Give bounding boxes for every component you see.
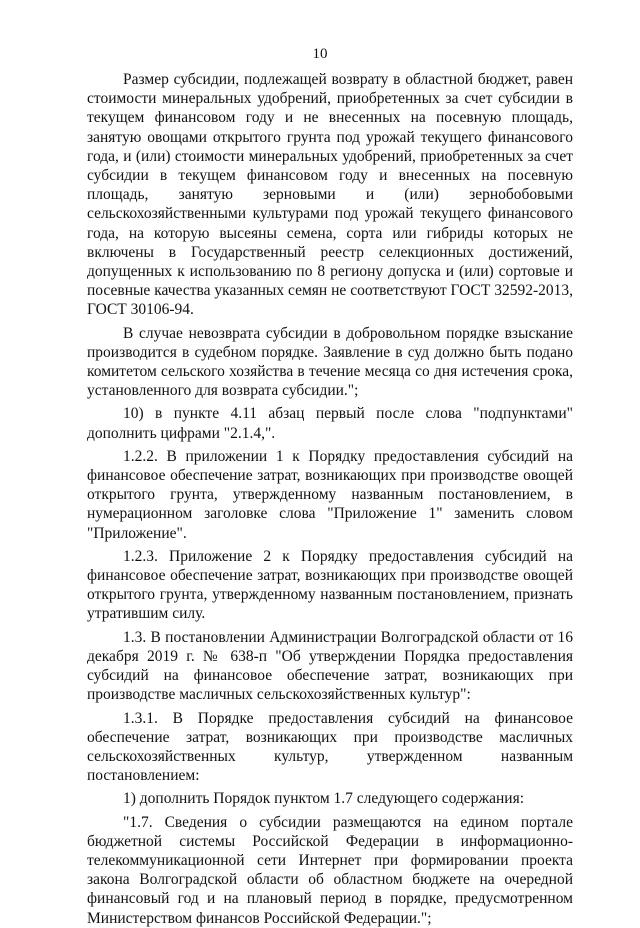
paragraph-item-10: 10) в пункте 4.11 абзац первый после слова "подпунктами" дополнить цифрами "2.1.4,". <box>87 405 573 442</box>
paragraph-item-1: 1) дополнить Порядок пунктом 1.7 следующего содержания: <box>123 790 525 808</box>
page-number: 10 <box>312 46 328 62</box>
paragraph-1-7: "1.7. Сведения о субсидии размещаются на едином портале бюджетной системы Российской Федерации в информационно-телекоммуникационной сети Интернет при формировании проекта закона Волгоградской области об областном бюджете на очередной финансовый год и на плановый период в порядке, предусмотренном Министерством финансов Российской Федерации."; <box>87 813 573 927</box>
paragraph-subsidy-refund-amount: Размер субсидии, подлежащей возврату в областной бюджет, равен стоимости минеральных удобрений, приобретенных за счет субсидии в текущем финансовом году и не внесенных на посевную площадь, занятую овощами открытого грунта под урожай текущего финансового года, и (или) стоимости минеральных удобрений, приобретенных за счет субсидии в текущем финансовом году и внесенных на посевную площадь, занятую зерновыми и (или) зернобобовыми сельскохозяйственными культурами под урожай текущего финансового года, на которую высеяны семена, сорта или гибриды которых не включены в Государственный реестр селекционных достижений, допущенных к использованию по 8 региону допуска и (или) сортовые и посевные качества указанных семян не соответствуют ГОСТ 32592-2013, ГОСТ 30106-94. <box>87 71 573 319</box>
paragraph-1-2-2: 1.2.2. В приложении 1 к Порядку предоставления субсидий на финансовое обеспечение затрат, возникающих при производстве овощей открытого грунта, утвержденному названным постановлением, в нумерационном заголовке слова "Приложение 1" заменить словом "Приложение". <box>87 447 573 542</box>
paragraph-1-2-3: 1.2.3. Приложение 2 к Порядку предоставления субсидий на финансовое обеспечение затрат, возникающих при производстве овощей открытого грунта, утвержденному названным постановлением, признать утратившим силу. <box>87 547 573 623</box>
paragraph-court-recovery: В случае невозврата субсидии в добровольном порядке взыскание производится в судебном порядке. Заявление в суд должно быть подано комитетом сельского хозяйства в течение месяца со дня истечения срока, установленного для возврата субсидии."; <box>87 324 573 400</box>
paragraph-1-3-1: 1.3.1. В Порядке предоставления субсидий на финансовое обеспечение затрат, возникающих при производстве масличных сельскохозяйственных культур, утвержденном названным постановлением: <box>87 709 573 785</box>
document-body <box>87 70 573 928</box>
paragraph-1-3: 1.3. В постановлении Администрации Волгоградской области от 16 декабря 2019 г. № 638-п "Об утверждении Порядка предоставления субсидий на финансовое обеспечение затрат, возникающих при производстве масличных сельскохозяйственных культур": <box>87 628 573 704</box>
